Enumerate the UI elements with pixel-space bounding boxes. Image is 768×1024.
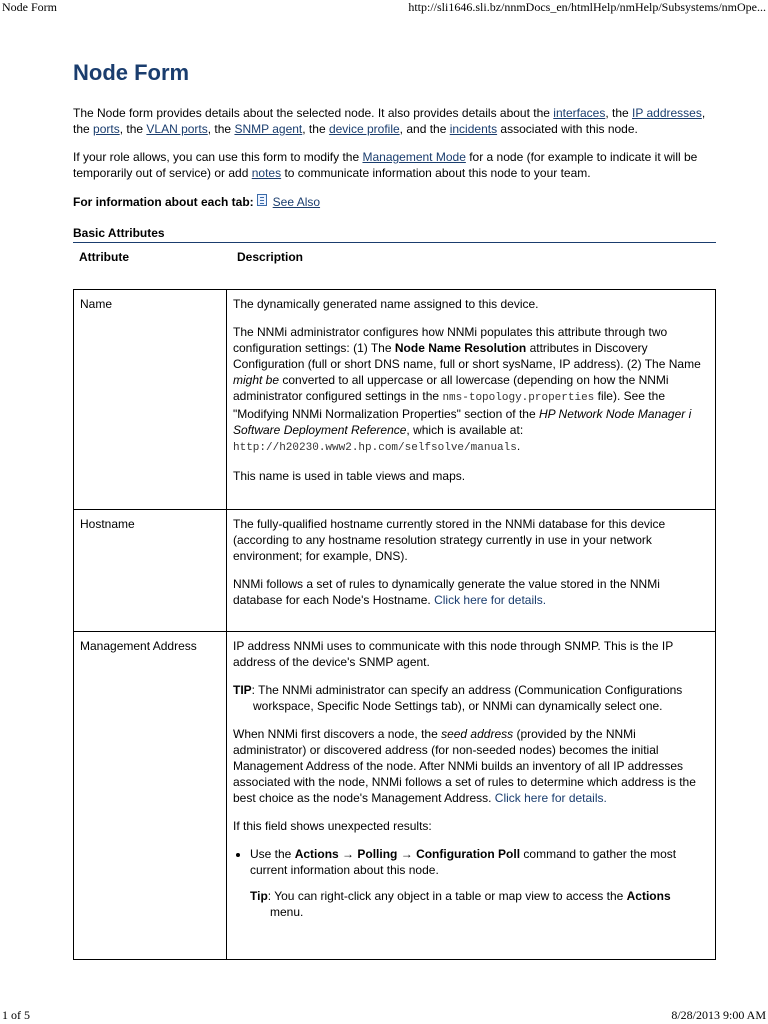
- role-text: to communicate information about this node to your team.: [281, 166, 591, 180]
- attr-mgmt-description: [227, 632, 716, 960]
- intro-text: associated with this node.: [497, 122, 638, 136]
- name-desc-p1: The dynamically generated name assigned to this device.: [233, 297, 539, 311]
- text: (provided by the NNMi administrator) or discovered address (for non-seeded nodes) becomes the initial Management Address of the node. After NNMi builds an inventory of all IP addresses associated with the node, NNMi follows a set of rules to determine which address is the best choice as the node's Management Address.: [233, 727, 696, 805]
- see-also-link[interactable]: See Also: [272, 195, 321, 209]
- list-item: [250, 846, 709, 920]
- text: NNMi follows a set of rules to dynamically generate the value stored in the NNMi database for each Node's Hostname.: [233, 577, 660, 607]
- table-row-management-address: [74, 632, 716, 960]
- intro-text: , the: [302, 122, 329, 136]
- print-url: http://sli1646.sli.bz/nnmDocs_en/htmlHelp/nmHelp/Subsystems/nmOpe...: [408, 0, 766, 14]
- link-management-mode[interactable]: Management Mode: [362, 150, 466, 164]
- mgmt-tip: [233, 682, 709, 714]
- role-paragraph: [73, 149, 716, 181]
- hostname-details-link[interactable]: Click here for details.: [434, 593, 547, 607]
- text-bold: Actions: [294, 847, 339, 861]
- attr-hostname-label: Hostname: [74, 510, 227, 632]
- text: file). See the "Modifying NNMi Normalization Properties" section of the: [233, 389, 665, 421]
- see-also-icon[interactable]: [255, 193, 269, 207]
- mgmt-desc-p1: IP address NNMi uses to communicate with this node through SNMP. This is the IP address of the device's SNMP agent.: [233, 639, 673, 669]
- text: When NNMi first discovers a node, the: [233, 727, 442, 741]
- intro-text: , the: [73, 106, 706, 136]
- link-notes[interactable]: notes: [251, 166, 282, 180]
- tip-label: Tip: [250, 889, 268, 903]
- intro-text: , and the: [399, 122, 450, 136]
- text-italic: might be: [233, 373, 280, 387]
- link-device-profile[interactable]: device profile: [328, 122, 400, 136]
- column-header-description: Description: [237, 250, 304, 264]
- mgmt-desc-p4: If this field shows unexpected results:: [233, 819, 432, 833]
- hostname-desc-p2: [233, 576, 709, 608]
- list-item-tip: [250, 888, 709, 920]
- hostname-desc-p1: The fully-qualified hostname currently stored in the NNMi database for this device (according to any hostname resolution strategy currently in use in your network environment; for example, DNS).: [233, 517, 666, 563]
- text: : You can right-click any object in a table or map view to access the: [267, 889, 627, 903]
- mgmt-bullet-list: [233, 846, 709, 920]
- name-desc-p3: This name is used in table views and maps.: [233, 469, 466, 483]
- attr-name-description: [227, 290, 716, 510]
- text-italic: seed address: [441, 727, 514, 741]
- print-footer: [0, 1008, 768, 1024]
- text: Use the: [250, 847, 295, 861]
- link-vlan-ports[interactable]: VLAN ports: [146, 122, 208, 136]
- link-interfaces[interactable]: interfaces: [553, 106, 606, 120]
- arrow: →: [338, 847, 358, 861]
- link-incidents[interactable]: incidents: [449, 122, 498, 136]
- tab-info-label: For information about each tab:: [73, 195, 254, 209]
- text: command to gather the most current information about this node.: [250, 847, 677, 877]
- table-row-name: [74, 290, 716, 510]
- attributes-table: [73, 289, 716, 960]
- mgmt-desc-p3: [233, 726, 709, 806]
- page-count: 1 of 5: [2, 1008, 30, 1022]
- arrow: →: [397, 847, 417, 861]
- page-title: Node Form: [73, 60, 190, 85]
- text-bold: Configuration Poll: [416, 847, 521, 861]
- text: The NNMi administrator configures how NNMi populates this attribute through two configuration settings: (1) The: [233, 325, 668, 355]
- intro-text: , the: [207, 122, 235, 136]
- table-row-hostname: [74, 510, 716, 632]
- code-url: http://h20230.www2.hp.com/selfsolve/manuals: [233, 442, 517, 454]
- link-ip-addresses[interactable]: IP addresses: [632, 106, 702, 120]
- code-filename: nms-topology.properties: [442, 392, 595, 404]
- text-bold: Polling: [357, 847, 398, 861]
- attr-mgmt-label: Management Address: [74, 632, 227, 960]
- mgmt-details-link[interactable]: Click here for details.: [494, 791, 607, 805]
- table-header: [73, 243, 716, 289]
- text: : The NNMi administrator can specify an address (Communication Configurations: [251, 683, 683, 697]
- print-datetime: 8/28/2013 9:00 AM: [671, 1008, 766, 1022]
- intro-text: , the: [119, 122, 147, 136]
- column-header-attribute: Attribute: [79, 250, 129, 264]
- link-snmp-agent[interactable]: SNMP agent: [234, 122, 303, 136]
- text: .: [516, 439, 521, 453]
- text: attributes in Discovery Configuration (full or short DNS name, full or short sysName, IP address). (2) The Name: [233, 341, 701, 371]
- text: workspace, Specific Node Settings tab), or NNMi can dynamically select one.: [253, 699, 663, 713]
- role-text: If your role allows, you can use this form to modify the: [73, 150, 363, 164]
- intro-text: , the: [605, 106, 633, 120]
- text: converted to all uppercase or all lowercase (depending on how the NNMi administrator configured settings in the: [233, 373, 669, 403]
- section-title: Basic Attributes: [73, 225, 716, 243]
- name-desc-p2: [233, 324, 709, 456]
- text-bold: Actions: [626, 889, 671, 903]
- print-doc-title: Node Form: [2, 0, 57, 14]
- link-ports[interactable]: ports: [93, 122, 120, 136]
- attr-hostname-description: [227, 510, 716, 632]
- intro-paragraph: [73, 105, 716, 137]
- role-text: for a node (for example to indicate it will be temporarily out of service) or add: [73, 150, 698, 180]
- attr-name-label: Name: [74, 290, 227, 510]
- text-italic: HP Network Node Manager i Software Deployment Reference: [233, 407, 692, 437]
- tab-info: [73, 193, 716, 210]
- text-bold: Node Name Resolution: [394, 341, 527, 355]
- print-header: [0, 0, 768, 16]
- text: menu.: [270, 905, 304, 919]
- tip-label: TIP: [233, 683, 252, 697]
- intro-text: The Node form provides details about the selected node. It also provides details about the: [73, 106, 554, 120]
- page-content: [73, 58, 716, 960]
- text: , which is available at:: [406, 423, 524, 437]
